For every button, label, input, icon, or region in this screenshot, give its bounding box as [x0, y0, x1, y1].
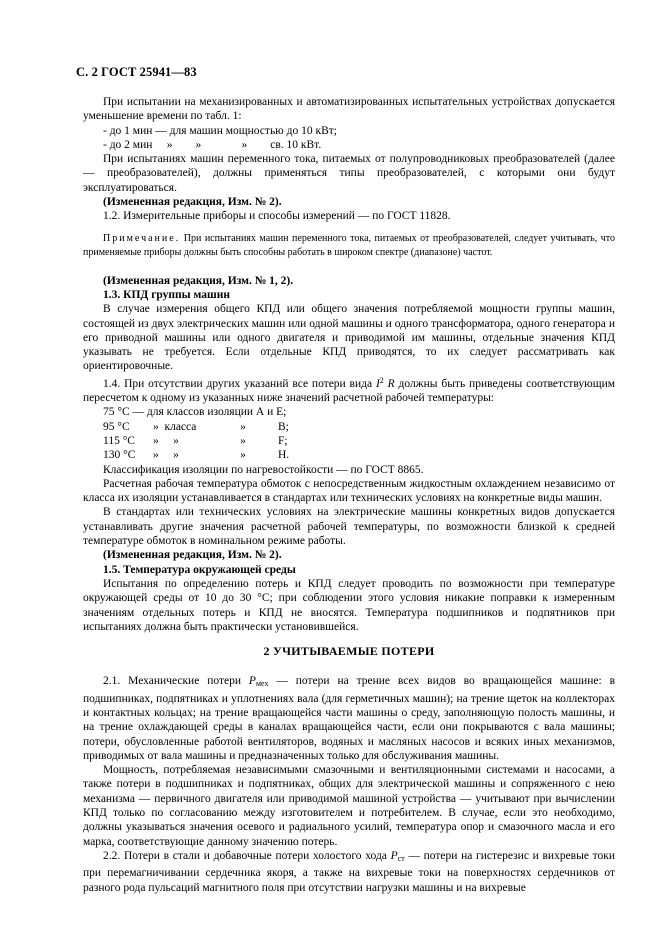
note-block: [83, 232, 615, 260]
symbol-r: R: [387, 377, 395, 390]
temp-value: 115 °C: [103, 434, 135, 447]
revision-note: (Измененная редакция, Изм. № 1, 2).: [103, 274, 294, 287]
temp-value: 130 °C: [103, 449, 136, 462]
clause-2-2-text-b: — потери на гистерезис и вихревые токи при перемагничивании сердечника якоря, а также на вихревые токи на поверхностях сердечников от разного рода пульсаций магнитного поля при отсутствии нагрузки машины и на вихревые: [83, 849, 615, 894]
paragraph-test-time: При испытании на механизированных и автоматизированных испытательных устройствах допускается уменьшение времени по табл. 1:: [83, 96, 615, 123]
temp-row: [83, 434, 615, 448]
temp-ditto: »: [240, 420, 246, 433]
temp-value: 75 °C — для классов изоляции А и Е;: [103, 406, 287, 419]
clause-1-4: [83, 374, 615, 406]
clause-2-2: [83, 849, 615, 895]
clause-2-2-text-a: 2.2. Потери в стали и добавочные потери холостого хода: [103, 849, 391, 862]
paragraph-converters: При испытаниях машин переменного тока, питаемых от полупроводниковых преобразователей (далее — преобразователей), должны применяться типы преобразователей, с которыми они будут эксплуатироваться.: [83, 153, 615, 194]
temp-row: [83, 448, 615, 462]
revision-note: (Измененная редакция, Изм. № 2).: [103, 549, 282, 562]
temp-ditto: »: [240, 434, 246, 447]
symbol-sub: ст: [397, 853, 405, 863]
note-text: При испытаниях машин переменного тока, питаемых от преобразователей, следует учитывать, что применяемые приборы должны быть способны работать в широком спектре (диапазоне) частот.: [83, 232, 615, 258]
temp-class: H.: [278, 449, 290, 462]
symbol-i: I: [375, 377, 380, 390]
clause-1-3-heading: 1.3. КПД группы машин: [103, 288, 230, 301]
symbol-sup: 2: [379, 375, 384, 385]
list-item: - до 2 мин » » » св. 10 кВт.: [103, 138, 322, 151]
section-heading: 2 УЧИТЫВАЕМЫЕ ПОТЕРИ: [263, 644, 435, 659]
clause-1-4-text-a: 1.4. При отсутствии других указаний все потери вида: [103, 377, 376, 390]
clause-1-3-text: В случае измерения общего КПД или общего значения потребляемой мощности группы машин, состоящей из двух электрических машин или одной машины и одного трансформатора, одного генератора и его приводной машины или одного двигателя и приводимой им машины, отдельные значения КПД указывать не требуется. Если отдельные КПД приводятся, то их следует рассматривать как ориентировочные.: [83, 303, 615, 373]
note-label: Примечание.: [103, 232, 181, 244]
temp-row: [83, 405, 615, 419]
temp-class: F;: [278, 434, 288, 447]
symbol-p: P: [248, 675, 256, 688]
temp-ditto: » »: [153, 449, 179, 462]
temp-ditto: » »: [153, 434, 179, 447]
clause-2-1: [83, 674, 615, 763]
temp-row: [83, 420, 615, 434]
temp-ditto: » класса: [153, 420, 197, 433]
temp-class: B;: [278, 420, 289, 433]
revision-note: (Измененная редакция, Изм. № 2).: [103, 196, 282, 209]
temp-value: 95 °C: [103, 420, 130, 433]
page-header: С. 2 ГОСТ 25941—83: [76, 65, 197, 79]
paragraph-power: Мощность, потребляемая независимыми смазочными и вентиляционными системами и насосами, а также потери в подшипниках и подпятниках, общих для электрической машины и сопряженного с нею механизма — первичного двигателя или приводимой машиной устройства — учитывают при вычислении КПД только по согласованию между изготовителем и потребителем. В случае, если это необходимо, должны указываться значения осевого и радиального усилий, температура опор и смазочного масла и его марка, соответствующие данному значению потерь.: [83, 764, 615, 848]
clause-1-5-text: Испытания по определению потерь и КПД следует проводить по возможности при температуре окружающей среды от 10 до 30 °C; при соблюдении этого условия никакие поправки к измеренным значениям отдельных потерь и КПД не вносятся. Температура подшипников и подпятников при испытаниях должна быть практически установившейся.: [83, 577, 615, 633]
clause-2-1-text-b: — потери на трение всех видов во вращающейся машине: в подшипниках, подпятниках и уплотнениях вала (для герметичных машин); на трение щеток на коллекторах и контактных кольцах; на трение вращающейся части машины о среду, заполняющую полость машины, и на трение охлаждающей среды в каналах вращающейся части, если они покрываются с вала машины; потери, обусловленные работой вентиляторов, водяных и масляных насосов и всяких иных механизмов, приводимых от вала машины и предназначенных только для обслуживания машины.: [83, 675, 615, 762]
symbol-p: P: [390, 849, 398, 862]
temp-ditto: »: [240, 449, 246, 462]
clause-1-2: 1.2. Измерительные приборы и способы измерений — по ГОСТ 11828.: [103, 210, 451, 223]
symbol-sub: мех: [255, 679, 269, 689]
paragraph-rated-temp: Расчетная рабочая температура обмоток с непосредственным жидкостным охлаждением независимо от класса их изоляции устанавливается в стандартах или технических условиях на конкретные виды машин.: [83, 477, 615, 505]
clause-2-1-text-a: 2.1. Механические потери: [103, 675, 249, 688]
list-item: - до 1 мин — для машин мощностью до 10 кВт;: [103, 124, 337, 137]
clause-1-4-text-b: должны быть приведены соответствующим пересчетом к одному из указанных ниже значений расчетной рабочей температуры:: [83, 377, 616, 405]
paragraph-classification: Классификация изоляции по нагревостойкости — по ГОСТ 8865.: [103, 463, 424, 476]
paragraph-standards: В стандартах или технических условиях на электрические машины конкретных видов допускается устанавливать другие значения расчетной рабочей температуры, по возможности близкой к средней температуре обмоток в номинальном режиме работы.: [83, 506, 615, 548]
clause-1-5-heading: 1.5. Температура окружающей среды: [103, 563, 296, 576]
document-body: [83, 95, 615, 895]
